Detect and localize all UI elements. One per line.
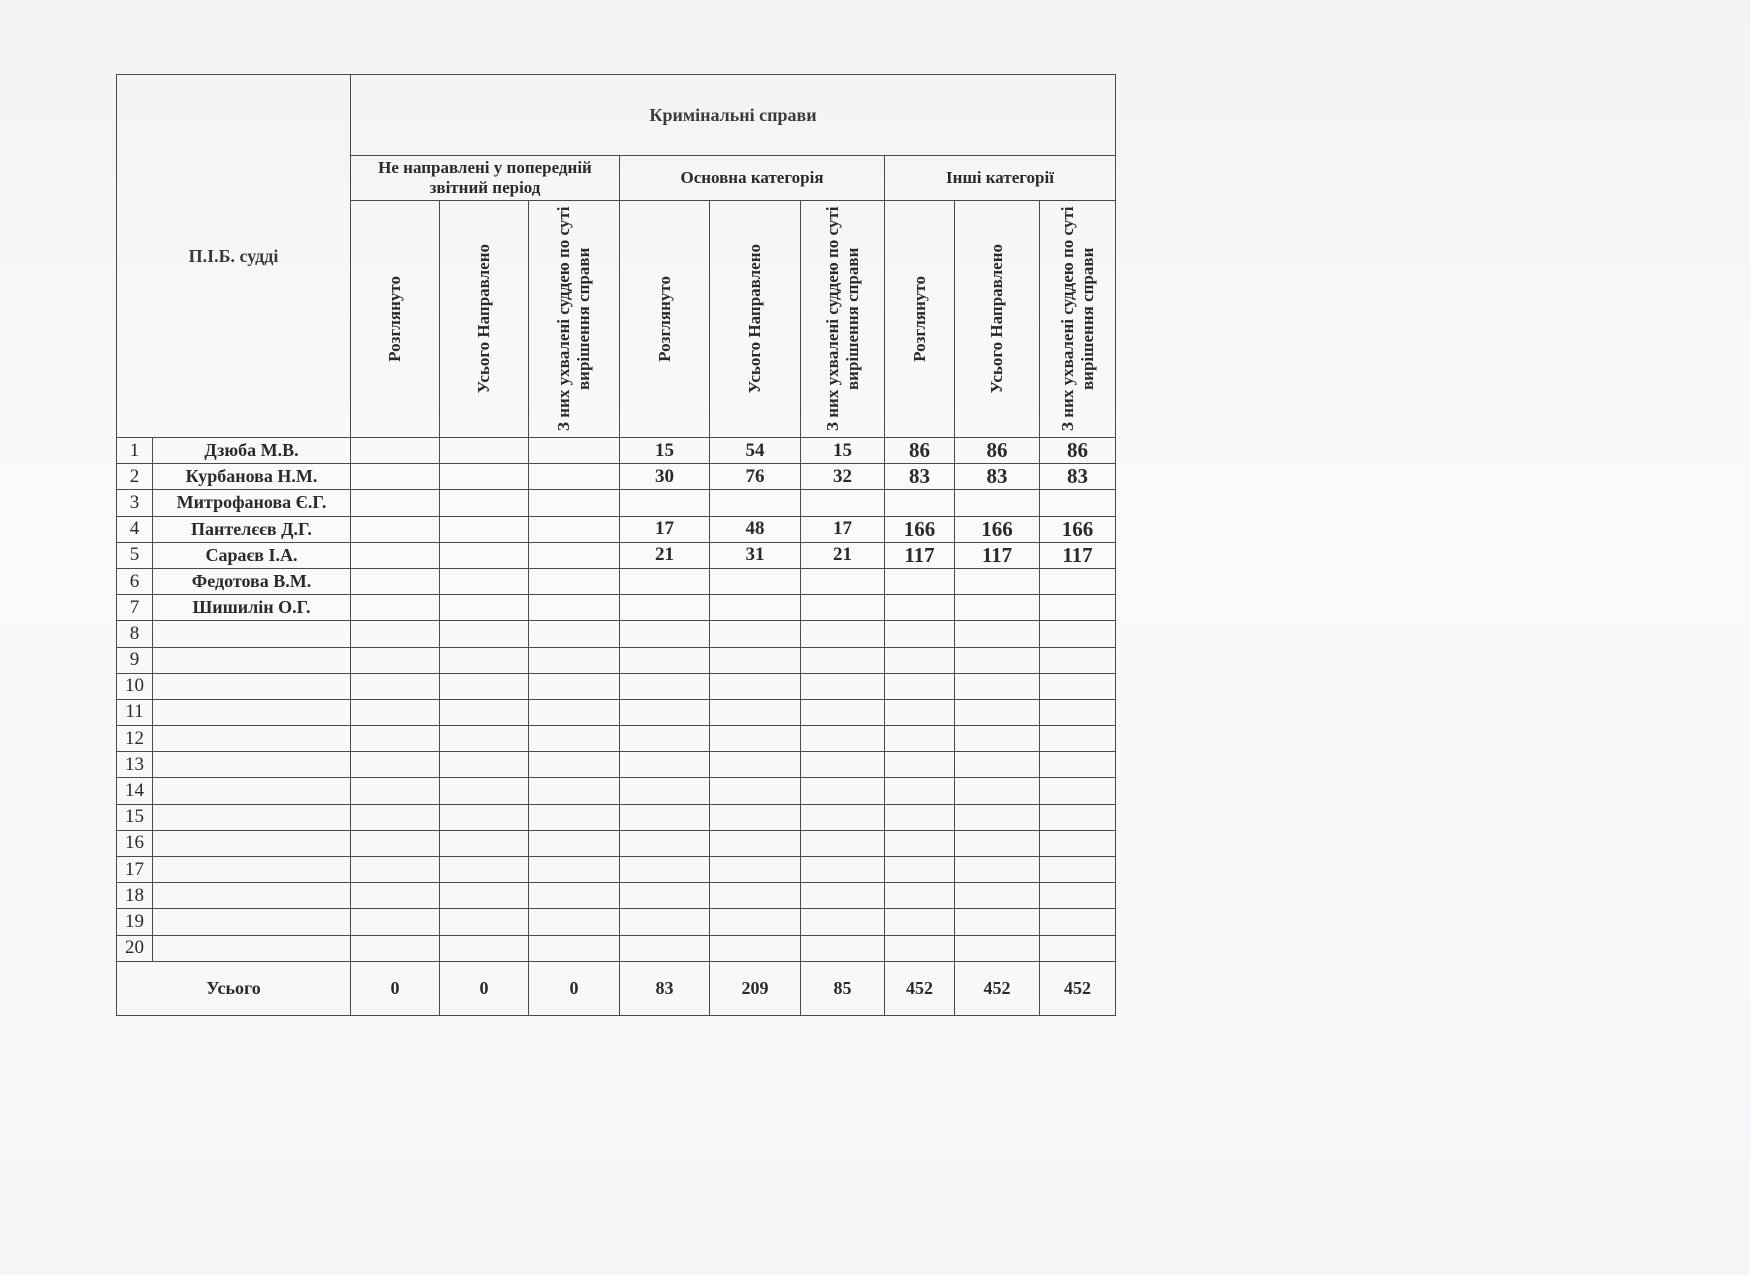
value-cell: 15 (801, 438, 885, 464)
value-cell (529, 857, 620, 883)
column-header-label: Розглянуто (654, 276, 674, 362)
value-cell (1040, 804, 1116, 830)
value-cell: 166 (885, 516, 955, 542)
value-cell (885, 752, 955, 778)
value-cell: 54 (710, 438, 801, 464)
value-cell (801, 673, 885, 699)
total-value: 209 (710, 961, 801, 1015)
value-cell: 21 (620, 542, 710, 568)
value-cell (351, 438, 440, 464)
value-cell (351, 673, 440, 699)
value-cell (955, 490, 1040, 516)
value-cell (801, 621, 885, 647)
value-cell (710, 804, 801, 830)
row-number: 1 (117, 438, 153, 464)
value-cell (710, 857, 801, 883)
value-cell (351, 857, 440, 883)
value-cell (801, 752, 885, 778)
value-cell (801, 804, 885, 830)
row-number: 7 (117, 595, 153, 621)
value-cell (955, 778, 1040, 804)
row-number: 9 (117, 647, 153, 673)
row-number: 16 (117, 830, 153, 856)
row-number: 2 (117, 464, 153, 490)
value-cell: 21 (801, 542, 885, 568)
column-header-label: З них ухвалені суддею по суті вирішення справи (822, 206, 862, 432)
value-cell: 83 (1040, 464, 1116, 490)
value-cell (801, 830, 885, 856)
row-number: 15 (117, 804, 153, 830)
value-cell (620, 830, 710, 856)
row-number: 4 (117, 516, 153, 542)
table-row (117, 673, 1116, 699)
table-row (117, 490, 1116, 516)
column-header-label: З них ухвалені суддею по суті вирішення справи (554, 206, 593, 432)
value-cell (1040, 935, 1116, 961)
value-cell (710, 647, 801, 673)
value-cell (710, 621, 801, 647)
row-number: 14 (117, 778, 153, 804)
table-row (117, 568, 1116, 594)
judge-name (153, 778, 351, 804)
judge-name: Курбанова Н.М. (153, 464, 351, 490)
total-value: 452 (1040, 961, 1116, 1015)
value-cell (440, 699, 529, 725)
judge-name (153, 909, 351, 935)
row-number: 10 (117, 673, 153, 699)
judge-name: Митрофанова Є.Г. (153, 490, 351, 516)
column-header (620, 201, 710, 438)
value-cell (885, 568, 955, 594)
column-header (1040, 201, 1116, 438)
value-cell (529, 752, 620, 778)
judge-name (153, 621, 351, 647)
value-cell (529, 673, 620, 699)
value-cell (1040, 830, 1116, 856)
judge-name: Сараєв І.А. (153, 542, 351, 568)
value-cell (710, 752, 801, 778)
row-number: 8 (117, 621, 153, 647)
value-cell: 48 (710, 516, 801, 542)
value-cell (351, 883, 440, 909)
value-cell (1040, 778, 1116, 804)
row-number: 18 (117, 883, 153, 909)
value-cell (710, 726, 801, 752)
value-cell (801, 568, 885, 594)
value-cell (620, 490, 710, 516)
table-row (117, 857, 1116, 883)
value-cell: 32 (801, 464, 885, 490)
value-cell (955, 935, 1040, 961)
table-row (117, 647, 1116, 673)
value-cell (529, 438, 620, 464)
table-row (117, 726, 1116, 752)
value-cell (955, 647, 1040, 673)
value-cell (955, 673, 1040, 699)
table-row (117, 516, 1116, 542)
value-cell (885, 909, 955, 935)
value-cell: 86 (1040, 438, 1116, 464)
value-cell (351, 699, 440, 725)
value-cell (801, 595, 885, 621)
judge-name (153, 935, 351, 961)
value-cell (1040, 647, 1116, 673)
value-cell (440, 909, 529, 935)
main-title: Кримінальні справи (351, 75, 1116, 156)
value-cell (801, 647, 885, 673)
value-cell (529, 935, 620, 961)
value-cell (351, 595, 440, 621)
table-row (117, 542, 1116, 568)
value-cell (440, 673, 529, 699)
judge-name: Шишилін О.Г. (153, 595, 351, 621)
value-cell (351, 621, 440, 647)
judge-name (153, 883, 351, 909)
value-cell (1040, 568, 1116, 594)
column-header (351, 201, 440, 438)
value-cell (440, 726, 529, 752)
table-row (117, 883, 1116, 909)
value-cell (955, 752, 1040, 778)
value-cell (1040, 699, 1116, 725)
value-cell (529, 726, 620, 752)
value-cell (440, 830, 529, 856)
value-cell (710, 490, 801, 516)
table-row (117, 804, 1116, 830)
value-cell (710, 909, 801, 935)
value-cell (440, 464, 529, 490)
judge-name (153, 673, 351, 699)
value-cell (351, 830, 440, 856)
value-cell (351, 778, 440, 804)
row-number: 5 (117, 542, 153, 568)
judge-name (153, 804, 351, 830)
row-number: 17 (117, 857, 153, 883)
value-cell (529, 595, 620, 621)
value-cell (351, 490, 440, 516)
value-cell (801, 909, 885, 935)
row-number: 3 (117, 490, 153, 516)
value-cell: 31 (710, 542, 801, 568)
column-header (529, 201, 620, 438)
judge-name: Дзюба М.В. (153, 438, 351, 464)
value-cell (620, 699, 710, 725)
value-cell (710, 935, 801, 961)
value-cell (710, 568, 801, 594)
value-cell (885, 804, 955, 830)
value-cell (440, 778, 529, 804)
value-cell: 83 (955, 464, 1040, 490)
value-cell (529, 542, 620, 568)
column-header (885, 201, 955, 438)
value-cell (440, 595, 529, 621)
value-cell: 30 (620, 464, 710, 490)
value-cell (351, 752, 440, 778)
value-cell (955, 830, 1040, 856)
value-cell (440, 568, 529, 594)
value-cell (955, 699, 1040, 725)
value-cell (529, 647, 620, 673)
value-cell (885, 647, 955, 673)
total-value: 452 (885, 961, 955, 1015)
row-number: 19 (117, 909, 153, 935)
total-value: 0 (529, 961, 620, 1015)
total-label: Усього (117, 961, 351, 1015)
value-cell: 86 (885, 438, 955, 464)
value-cell (710, 673, 801, 699)
table-row (117, 595, 1116, 621)
value-cell (529, 490, 620, 516)
table-row (117, 464, 1116, 490)
value-cell: 83 (885, 464, 955, 490)
value-cell (955, 595, 1040, 621)
value-cell (351, 464, 440, 490)
value-cell: 117 (885, 542, 955, 568)
value-cell (801, 490, 885, 516)
total-value: 85 (801, 961, 885, 1015)
column-header (801, 201, 885, 438)
judge-name (153, 647, 351, 673)
value-cell (351, 909, 440, 935)
criminal-cases-table (116, 74, 1116, 1016)
value-cell (351, 804, 440, 830)
value-cell (885, 595, 955, 621)
value-cell (710, 699, 801, 725)
value-cell (955, 726, 1040, 752)
value-cell (1040, 857, 1116, 883)
value-cell (440, 438, 529, 464)
judge-name (153, 699, 351, 725)
value-cell (885, 490, 955, 516)
value-cell: 76 (710, 464, 801, 490)
row-number: 20 (117, 935, 153, 961)
value-cell (440, 883, 529, 909)
value-cell (1040, 883, 1116, 909)
value-cell (440, 804, 529, 830)
value-cell (620, 752, 710, 778)
value-cell (620, 647, 710, 673)
value-cell (955, 909, 1040, 935)
value-cell (529, 621, 620, 647)
value-cell: 117 (955, 542, 1040, 568)
row-number: 12 (117, 726, 153, 752)
value-cell (1040, 726, 1116, 752)
value-cell (955, 804, 1040, 830)
judge-name: Пантелєєв Д.Г. (153, 516, 351, 542)
value-cell (1040, 621, 1116, 647)
table-row (117, 909, 1116, 935)
total-row (117, 961, 1116, 1015)
total-value: 0 (351, 961, 440, 1015)
column-header-label: Розглянуто (385, 276, 404, 362)
value-cell (351, 568, 440, 594)
value-cell (620, 621, 710, 647)
value-cell (955, 883, 1040, 909)
value-cell (1040, 595, 1116, 621)
table-row (117, 830, 1116, 856)
value-cell: 15 (620, 438, 710, 464)
column-header (955, 201, 1040, 438)
value-cell (529, 516, 620, 542)
value-cell: 166 (955, 516, 1040, 542)
value-cell: 117 (1040, 542, 1116, 568)
table-row (117, 438, 1116, 464)
value-cell (529, 804, 620, 830)
value-cell (351, 647, 440, 673)
value-cell (620, 909, 710, 935)
value-cell (710, 595, 801, 621)
value-cell (885, 830, 955, 856)
group-header-other-categories: Інші категорії (885, 156, 1116, 201)
table-row (117, 699, 1116, 725)
value-cell (440, 542, 529, 568)
value-cell (710, 830, 801, 856)
group-header-not-sent: Не направлені у попередній звітний період (351, 156, 620, 201)
value-cell (1040, 490, 1116, 516)
value-cell (620, 595, 710, 621)
value-cell (620, 726, 710, 752)
value-cell (529, 909, 620, 935)
column-header (440, 201, 529, 438)
value-cell (885, 778, 955, 804)
group-header-main-category: Основна категорія (620, 156, 885, 201)
value-cell (440, 935, 529, 961)
value-cell (620, 568, 710, 594)
value-cell (885, 621, 955, 647)
value-cell (440, 857, 529, 883)
value-cell (351, 516, 440, 542)
value-cell (885, 857, 955, 883)
column-header-label: Усього Направлено (474, 244, 493, 394)
row-number: 13 (117, 752, 153, 778)
value-cell (885, 673, 955, 699)
value-cell (801, 726, 885, 752)
judge-name (153, 857, 351, 883)
value-cell (620, 857, 710, 883)
value-cell (801, 699, 885, 725)
value-cell (801, 935, 885, 961)
value-cell (529, 568, 620, 594)
value-cell (440, 621, 529, 647)
table-row (117, 752, 1116, 778)
value-cell (529, 830, 620, 856)
value-cell (955, 621, 1040, 647)
total-value: 0 (440, 961, 529, 1015)
judge-name (153, 830, 351, 856)
table-row (117, 621, 1116, 647)
value-cell (529, 778, 620, 804)
value-cell (440, 490, 529, 516)
column-header-label: З них ухвалені суддею по суті вирішення справи (1057, 206, 1097, 432)
value-cell: 166 (1040, 516, 1116, 542)
value-cell (885, 883, 955, 909)
total-value: 452 (955, 961, 1040, 1015)
value-cell: 86 (955, 438, 1040, 464)
header-row-title (117, 75, 1116, 156)
judge-name: Федотова В.М. (153, 568, 351, 594)
value-cell (351, 726, 440, 752)
value-cell (885, 935, 955, 961)
value-cell (440, 647, 529, 673)
value-cell: 17 (620, 516, 710, 542)
value-cell (529, 464, 620, 490)
judge-name (153, 752, 351, 778)
table-row (117, 935, 1116, 961)
total-value: 83 (620, 961, 710, 1015)
table-row (117, 778, 1116, 804)
value-cell (1040, 673, 1116, 699)
value-cell: 17 (801, 516, 885, 542)
value-cell (529, 883, 620, 909)
value-cell (351, 542, 440, 568)
value-cell (885, 726, 955, 752)
column-header-label: Усього Направлено (987, 244, 1006, 394)
value-cell (801, 883, 885, 909)
value-cell (440, 516, 529, 542)
value-cell (351, 935, 440, 961)
column-header (710, 201, 801, 438)
value-cell (801, 778, 885, 804)
judge-name (153, 726, 351, 752)
value-cell (620, 778, 710, 804)
column-header-label: Усього Направлено (745, 244, 764, 394)
value-cell (620, 935, 710, 961)
value-cell (620, 883, 710, 909)
judge-column-header: П.І.Б. судді (117, 75, 351, 438)
value-cell (885, 699, 955, 725)
column-header-label: Розглянуто (909, 276, 929, 362)
value-cell (801, 857, 885, 883)
value-cell (710, 883, 801, 909)
value-cell (1040, 752, 1116, 778)
value-cell (710, 778, 801, 804)
row-number: 6 (117, 568, 153, 594)
row-number: 11 (117, 699, 153, 725)
value-cell (529, 699, 620, 725)
value-cell (1040, 909, 1116, 935)
value-cell (620, 804, 710, 830)
value-cell (955, 568, 1040, 594)
value-cell (620, 673, 710, 699)
value-cell (955, 857, 1040, 883)
value-cell (440, 752, 529, 778)
